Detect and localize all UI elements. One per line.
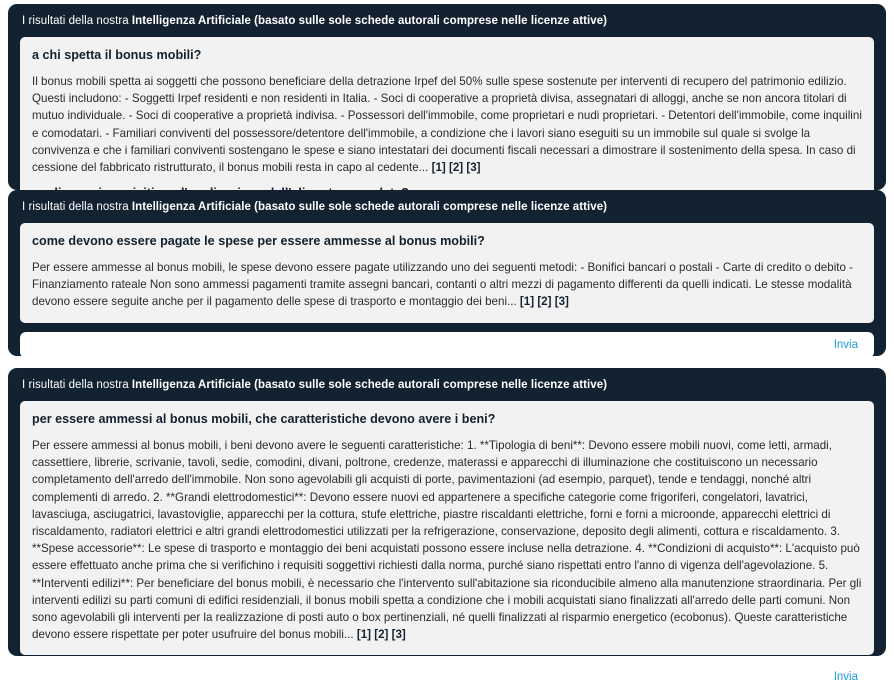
card-header-strong: Intelligenza Artificiale (basato sulle sole schede autorali comprese nelle licenze attive) <box>131 15 608 27</box>
answer-text <box>32 437 862 643</box>
answer-panel <box>20 401 874 655</box>
answer-body: Per essere ammessi al bonus mobili, i beni devono avere le seguenti caratteristiche: 1. **Tipologia di beni**: Devono essere mobili nuovi, come letti, armadi, cassettiere, librerie, scrivanie, tavoli, sedie, comodini, divani, poltrone, credenze, materassi e apparecchi di illuminazione che costituiscono un necessario completamento dell'arredo dell'immobile. Non sono agevolabili gli acquisti di porte, pavimentazioni (ad esempio, parquet), tende e tendaggi, nonché altri complementi di arredo. 2. **Grandi elettrodomestici**: Devono essere nuovi ed appartenere a specifiche categorie come frigoriferi, congelatori, lavatrici, lavasciuga, asciugatrici, lavastoviglie, apparecchi per la cottura, stufe elettriche, piastre riscaldanti elettriche, forni e forni a microonde, apparecchi elettrici di riscaldamento, radiatori elettrici e altri grandi elettrodomestici utilizzati per la refrigerazione, conservazione, deposito degli alimenti, cottura e riscaldamento. 3. **Spese accessorie**: Le spese di trasporto e montaggio dei beni acquistati possono essere incluse nella detrazione. 4. **Condizioni di acquisto**: L'acquisto può essere effettuato anche prima che si verifichino i requisiti soggettivi richiesti dalla norma, purché siano rispettati entro l'anno di vigenza dell'agevolazione. 5. **Interventi edilizi**: Per beneficiare del bonus mobili, è necessario che l'intervento sull'abitazione sia riconducibile almeno alla manutenzione straordinaria. Per gli interventi edilizi su parti comuni di edifici residenziali, il bonus mobili spetta a condizione che i mobili acquistati siano finalizzati all'arredo delle parti comuni. Non sono agevolabili gli interventi per la realizzazione di posti auto o box pertinenziali, né quelli finalizzati al risparmio energetico (ecobonus). Queste caratteristiche devono essere rispettate per poter usufruire del bonus mobili... <box>32 439 862 642</box>
answer-body: Il bonus mobili spetta ai soggetti che possono beneficiare della detrazione Irpef del 50% sulle spese sostenute per interventi di recupero del patrimonio edilizio. Questi includono: - Soggetti Irpef residenti e non residenti in Italia. - Soci di cooperative a proprietà divisa, assegnatari di alloggi, anche se non ancora titolari di mutuo individuale. - Soci di cooperative a proprietà indivisa. - Possessori dell'immobile, come proprietari e nudi proprietari. - Detentori dell'immobile, come inquilini e comodatari. - Familiari conviventi del possessore/detentore dell'immobile, a condizione che i lavori siano eseguiti su un immobile sul quale si svolge la convivenza e che i familiari conviventi sostengano le spese e siano intestatari dei documenti fiscali necessari a dimostrare il sostenimento della spesa. In caso di cessione del fabbricato ristrutturato, il bonus mobili resta in capo al cedente... <box>32 75 862 175</box>
ai-result-card <box>8 190 886 356</box>
prompt-input[interactable] <box>30 332 826 358</box>
answer-references: [1] [2] [3] <box>519 295 569 309</box>
answer-panel <box>20 223 874 323</box>
card-header-prefix: I risultati della nostra <box>22 379 132 391</box>
answer-text <box>32 73 862 176</box>
card-header-prefix: I risultati della nostra <box>22 201 132 213</box>
ai-result-card <box>8 4 886 190</box>
prompt-input[interactable] <box>30 664 826 690</box>
answer-body: Per essere ammesse al bonus mobili, le spese devono essere pagate utilizzando uno dei seguenti metodi: - Bonifici bancari o postali - Carte di credito o debito - Finanziamento rateale Non sono ammessi pagamenti tramite assegni bancari, contanti o altri mezzi di pagamento differenti da quelli indicati. Le stesse modalità devono essere seguite anche per il pagamento delle spese di trasporto e montaggio dei beni... <box>32 261 854 309</box>
question-text: per essere ammessi al bonus mobili, che caratteristiche devono avere i beni? <box>32 412 496 426</box>
card-header-prefix: I risultati della nostra <box>22 15 132 27</box>
send-button[interactable]: Invia <box>826 670 864 684</box>
answer-text <box>32 259 862 311</box>
answer-references: [1] [2] [3] <box>356 628 406 642</box>
card-header <box>20 199 874 223</box>
prompt-input-row[interactable] <box>20 332 874 358</box>
card-header <box>20 377 874 401</box>
question-text: come devono essere pagate le spese per essere ammesse al bonus mobili? <box>32 234 485 248</box>
card-header-strong: Intelligenza Artificiale (basato sulle sole schede autorali comprese nelle licenze attive) <box>131 379 608 391</box>
card-header-strong: Intelligenza Artificiale (basato sulle sole schede autorali comprese nelle licenze attive) <box>131 201 608 213</box>
ai-result-card <box>8 368 886 684</box>
prompt-input-row[interactable] <box>20 664 874 690</box>
send-button[interactable]: Invia <box>826 338 864 352</box>
answer-references: [1] [2] [3] <box>431 161 481 175</box>
card-header <box>20 13 874 37</box>
question-text: a chi spetta il bonus mobili? <box>32 48 202 62</box>
answer-panel <box>20 37 874 205</box>
